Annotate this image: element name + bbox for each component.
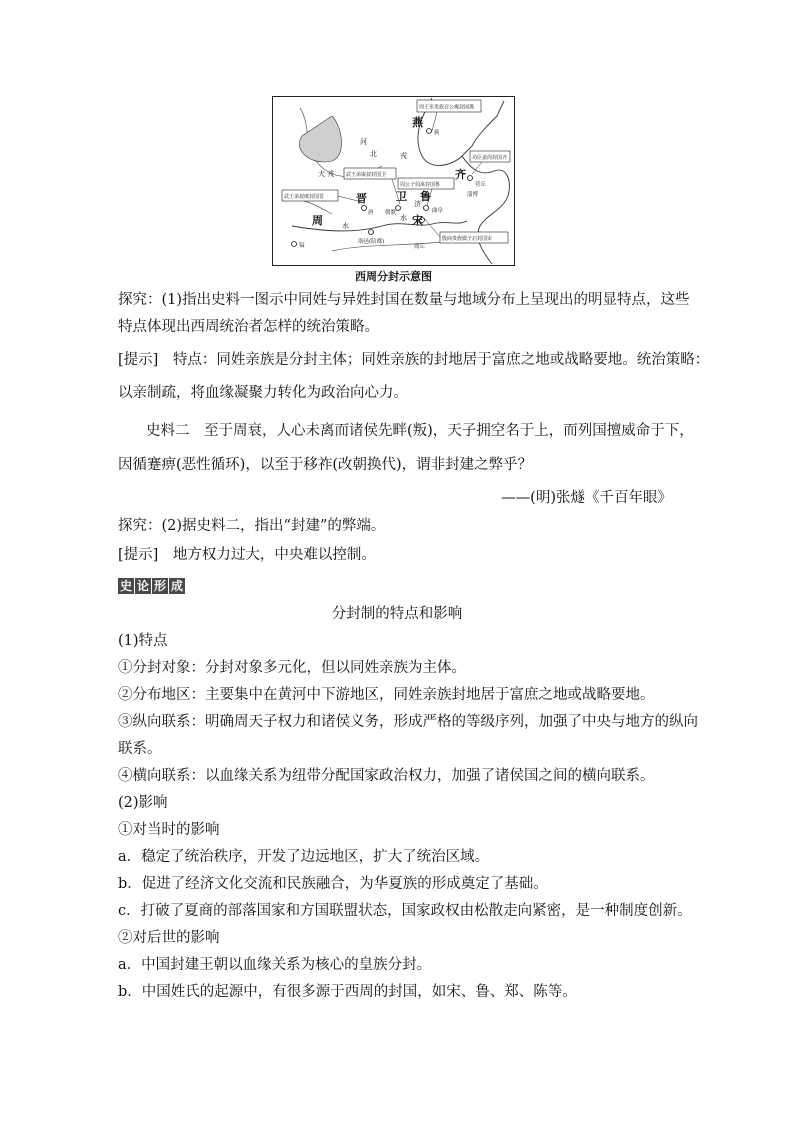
source-2-line1: 史料二 至于周衰，人心未离而诸侯先畔(叛)，天子拥空名于上，而列国擅威命于下， [146, 423, 694, 439]
content-line: ①分封对象：分封对象多元化，但以同姓亲族为主体。 [118, 660, 466, 676]
label-tang: 唐 [368, 210, 374, 216]
hint-1-line2: 以亲制疏，将血缘凝聚力转化为政治向心力。 [118, 385, 408, 401]
content-line: ②分布地区：主要集中在黄河中下游地区，同姓亲族封地居于富庶之地或战略要地。 [118, 687, 655, 703]
label-rong: 戎 [400, 152, 407, 160]
label-linzi: 淄博 [467, 192, 479, 198]
badge-char-3: 形 [153, 579, 166, 593]
yan-box-text: 周王室贵族召公奭封国燕 [419, 104, 475, 111]
label-shangqiu: 商丘 [414, 244, 426, 250]
badge-char-1: 史 [119, 579, 132, 593]
content-line: a．中国封建王朝以血缘关系为核心的皇族分封。 [118, 957, 432, 973]
city-qufu-marker [424, 206, 429, 211]
label-ji-river: 济 [414, 200, 421, 208]
label-shui: 水 [342, 222, 349, 230]
content-line: ②对后世的影响 [118, 930, 220, 946]
city-hao-marker [292, 242, 297, 247]
label-water2: 水 [400, 214, 407, 222]
city-tang-marker [362, 206, 367, 211]
label-song: 宋 [412, 214, 423, 227]
song-box-text: 殷商贵族微子启封国宋 [442, 236, 493, 242]
label-ji: 蓟 [434, 130, 440, 136]
content-line: ④横向联系：以血缘关系为纽带分配国家政治权力，加强了诸侯国之间的横向联系。 [118, 768, 655, 784]
content-line: b．中国姓氏的起源中，有很多源于西周的封国，如宋、鲁、郑、陈等。 [118, 984, 577, 1000]
label-qufu: 曲阜 [432, 208, 444, 214]
hint-2: [提示] 地方权力过大，中央难以控制。 [118, 547, 376, 563]
label-luoyi: 洛邑(陪都) [358, 239, 385, 245]
label-lu: 鲁 [420, 190, 431, 203]
label-jin: 晋 [356, 192, 367, 205]
label-he: 河 [360, 138, 367, 146]
city-ji-marker [427, 129, 432, 134]
label-wei: 卫 [396, 190, 407, 203]
source-2-citation: ——(明)张燧《千百年眼》 [501, 490, 672, 506]
explore-1-line2: 特点体现出西周统治者怎样的统治策略。 [118, 319, 379, 335]
label-zhaoge: 朝歌 [385, 210, 397, 216]
content-line: 联系。 [118, 741, 162, 757]
content-line: ①对当时的影响 [118, 822, 220, 838]
content-line: ③纵向联系：明确周天子权力和诸侯义务，形成严格的等级序列，加强了中央与地方的纵向 [118, 714, 698, 730]
content-line: b．促进了经济文化交流和民族融合，为华夏族的形成奠定了基础。 [118, 876, 548, 892]
badge-char-4: 成 [170, 579, 183, 593]
section-title: 分封制的特点和影响 [331, 606, 463, 622]
map-caption: 西周分封示意图 [355, 270, 432, 283]
badge-char-2: 论 [136, 579, 149, 593]
label-zhou: 周 [312, 214, 323, 227]
city-luoyi-marker [369, 230, 374, 235]
city-zhaoge-marker [396, 206, 401, 211]
lu-box-text: 周公子伯禽封国鲁 [400, 182, 441, 188]
explore-1-line1: 探究：(1)指出史料一图示中同姓与异姓封国在数量与地域分布上呈现出的明显特点，这些 [118, 292, 690, 308]
content-line: (1)特点 [118, 633, 168, 649]
label-bei: 北 [370, 150, 377, 158]
label-hao: 镐 [299, 243, 305, 249]
hint-1-line1: [提示] 特点：同姓亲族是分封主体；同姓亲族的封地居于富庶之地或战略要地。统治策略： [118, 352, 710, 368]
label-yingqiu: 营丘 [475, 182, 487, 188]
label-yan: 燕 [412, 116, 423, 129]
content-line: a．稳定了统治秩序，开发了边远地区，扩大了统治区域。 [118, 849, 490, 865]
content-line: c．打破了夏商的部落国家和方国联盟状态，国家政权由松散走向紧密，是一种制度创新。 [118, 903, 692, 919]
label-qi: 齐 [455, 168, 466, 181]
western-zhou-map [272, 96, 515, 266]
wei-box-text: 武王弟康叔封国卫 [346, 172, 387, 178]
content-line: (2)影响 [118, 795, 168, 811]
section-badge [118, 578, 185, 594]
source-2-line2: 因循蹇痹(恶性循环)，以至于移祚(改朝换代)，谓非封建之弊乎？ [118, 457, 533, 473]
jin-box-text: 武王弟叔虞封国晋 [284, 194, 325, 200]
qi-box-text: 功臣姜尚封国齐 [472, 155, 508, 161]
city-linzi-marker [468, 176, 473, 181]
explore-2: 探究：(2)据史料二，指出“封建”的弊端。 [118, 518, 386, 534]
label-quanrong: 犬 戎 [318, 170, 335, 178]
